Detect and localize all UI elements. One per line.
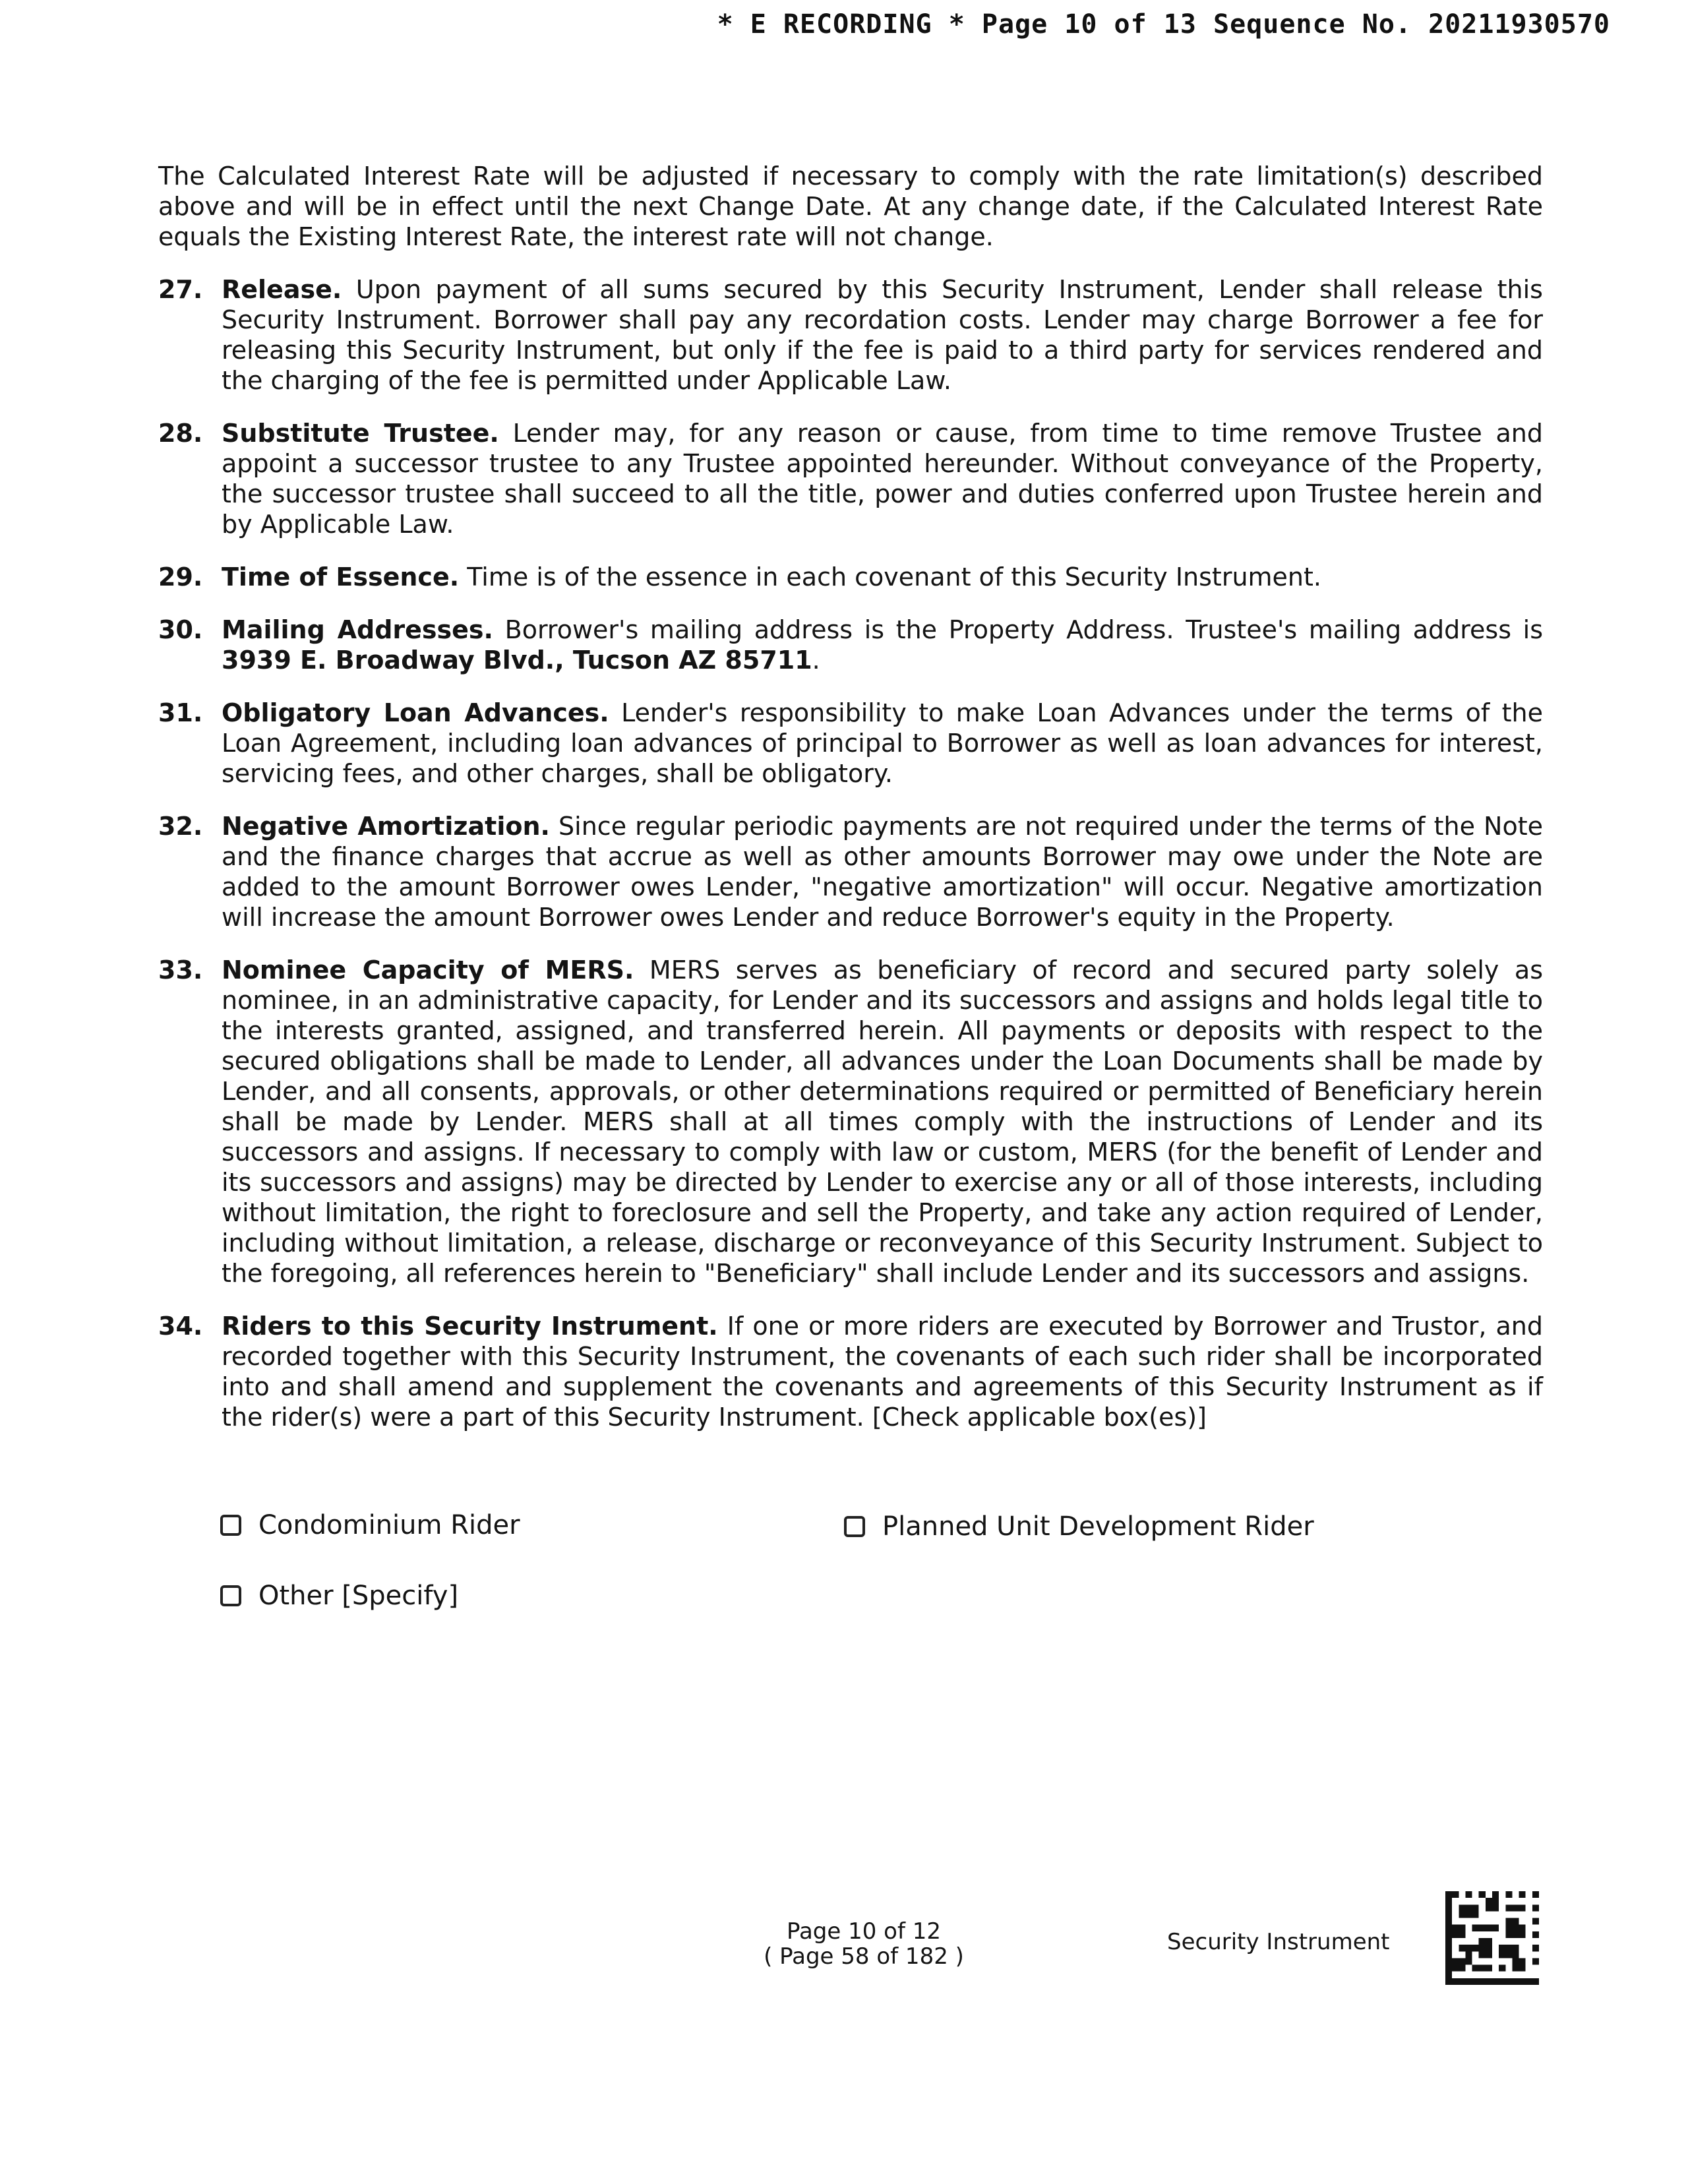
other-rider-label: Other [Specify] (258, 1581, 459, 1611)
intro-paragraph: The Calculated Interest Rate will be adjusted if necessary to comply with the rate limitation(s) described above and will be in effect until the next Change Date. At any change date, if the Calculated Interest Rate equals the Existing Interest Rate, the interest rate will not change. (158, 162, 1543, 251)
section-number: 30. (158, 615, 203, 644)
section-30 (158, 615, 1543, 675)
trustee-address: 3939 E. Broadway Blvd., Tucson AZ 85711 (222, 646, 812, 675)
document-body (158, 161, 1543, 1455)
section-trailing: . (812, 646, 820, 675)
condominium-rider-label: Condominium Rider (258, 1510, 520, 1540)
condominium-rider-option[interactable] (220, 1510, 520, 1540)
section-number: 34. (158, 1312, 203, 1341)
section-title: Substitute Trustee. (222, 419, 499, 448)
section-title: Nominee Capacity of MERS. (222, 956, 634, 985)
planned-unit-rider-option[interactable] (844, 1511, 1314, 1542)
section-text: MERS serves as beneficiary of record and secured party solely as nominee, in an administrative capacity, for Lender and its successors and assigns and holds legal title to the interests granted, assigned, and transferred herein. All payments or deposits with respect to the secured obligations shall be made to Lender, all advances under the Loan Documents shall be made by Lender, and all consents, approvals, or other determinations required or permitted of Beneficiary herein shall be made by Lender. MERS shall at all times comply with the instructions of Lender and its successors and assigns. If necessary to comply with law or custom, MERS (for the benefit of Lender and its successors and assigns) may be directed by Lender to exercise any or all of those interests, including without limitation, the right to foreclosure and sell the Property, and take any action required of Lender, including without limitation, a release, discharge or reconveyance of this Security Instrument. Subject to the foregoing, all references herein to "Beneficiary" shall include Lender and its successors and assigns. (222, 956, 1543, 1288)
section-32 (158, 811, 1543, 932)
document-title: Security Instrument (1167, 1929, 1390, 1955)
section-31 (158, 698, 1543, 789)
section-34 (158, 1311, 1543, 1432)
section-title: Mailing Addresses. (222, 615, 493, 644)
section-title: Riders to this Security Instrument. (222, 1312, 718, 1341)
page-sub-number: ( Page 58 of 182 ) (764, 1943, 964, 1970)
other-rider-option[interactable] (220, 1581, 458, 1611)
section-number: 31. (158, 698, 203, 727)
page-number-block (712, 1919, 1015, 1969)
section-text: Upon payment of all sums secured by this Security Instrument, Lender shall release this Security Instrument. Borrower shall pay any recordation costs. Lender may charge Borrower a fee for releasing this Security Instrument, but only if the fee is paid to a third party for services rendered and the charging of the fee is permitted under Applicable Law. (222, 275, 1543, 395)
section-text: Since regular periodic payments are not required under the terms of the Note and the finance charges that accrue as well as other amounts Borrower may owe under the Note are added to the amount Borrower owes Lender, "negative amortization" will occur. Negative amortization will increase the amount Borrower owes Lender and reduce Borrower's equity in the Property. (222, 812, 1543, 932)
section-text: Borrower's mailing address is the Property Address. Trustee's mailing address is (504, 615, 1544, 644)
section-number: 28. (158, 419, 203, 448)
page-number: Page 10 of 12 (786, 1918, 942, 1945)
section-27 (158, 274, 1543, 396)
recording-header: * E RECORDING * Page 10 of 13 Sequence No. 20211930570 (717, 9, 1610, 40)
section-number: 27. (158, 275, 203, 304)
section-33 (158, 955, 1543, 1289)
section-text: Lender's responsibility to make Loan Advances under the terms of the Loan Agreement, including loan advances of principal to Borrower as well as loan advances for interest, servicing fees, and other charges, shall be obligatory. (222, 698, 1543, 788)
datamatrix-barcode-icon (1445, 1891, 1539, 1985)
section-title: Release. (222, 275, 342, 304)
section-title: Negative Amortization. (222, 812, 550, 841)
section-29 (158, 562, 1543, 592)
section-title: Time of Essence. (222, 562, 460, 592)
planned-unit-rider-checkbox[interactable] (844, 1516, 865, 1537)
section-28 (158, 418, 1543, 539)
section-number: 33. (158, 956, 203, 985)
section-text: Lender may, for any reason or cause, from time to time remove Trustee and appoint a successor trustee to any Trustee appointed hereunder. Without conveyance of the Property, the successor trustee shall succeed to all the title, power and duties conferred upon Trustee herein and by Applicable Law. (222, 419, 1543, 539)
section-text: Time is of the essence in each covenant of this Security Instrument. (467, 562, 1321, 592)
section-number: 32. (158, 812, 203, 841)
section-text: If one or more riders are executed by Borrower and Trustor, and recorded together with this Security Instrument, the covenants of each such rider shall be incorporated into and shall amend and supplement the covenants and agreements of this Security Instrument as if the rider(s) were a part of this Security Instrument. [Check applicable box(es)] (222, 1312, 1543, 1432)
condominium-rider-checkbox[interactable] (220, 1515, 241, 1536)
other-rider-checkbox[interactable] (220, 1585, 241, 1606)
section-number: 29. (158, 562, 203, 592)
planned-unit-rider-label: Planned Unit Development Rider (882, 1511, 1314, 1542)
section-title: Obligatory Loan Advances. (222, 698, 609, 727)
